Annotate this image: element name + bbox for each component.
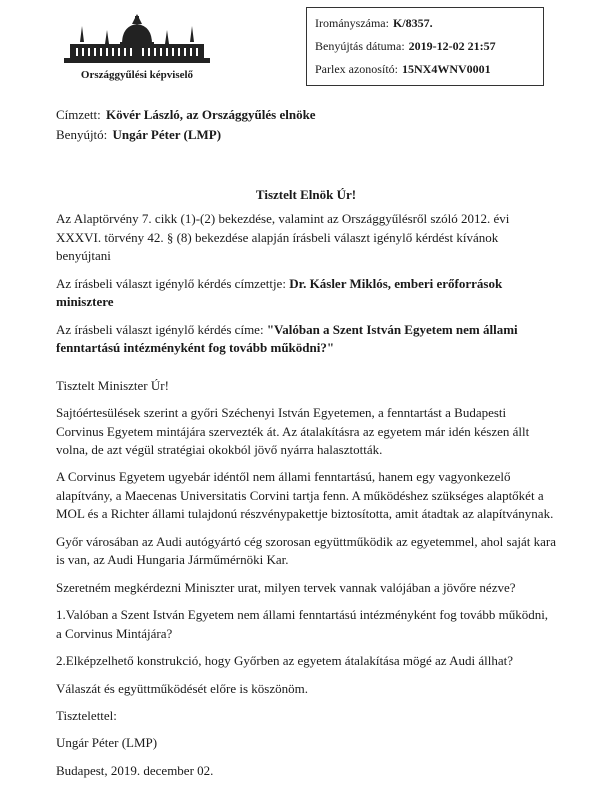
parlex-id-value: 15NX4WNV0001 — [401, 62, 491, 76]
irony-number-row — [315, 12, 535, 35]
letter-body — [56, 186, 556, 789]
minister-salutation: Tisztelt Miniszter Úr! — [56, 377, 169, 393]
irony-number-label: Irományszáma: — [315, 16, 389, 30]
addressee-line — [56, 275, 556, 312]
place-date-line: Budapest, 2019. december 02. — [56, 762, 214, 778]
submission-date-label: Benyújtás dátuma: — [315, 39, 405, 53]
paragraph-1: Sajtóértesülések szerint a győri Széchenyi István Egyetemen, a fenntartást a Budapesti Corvinus Egyetem mintájára szervezték át. Az átalakításra az egyetem már idén készen állt volna, de azt végül stratégiai okokból jövő nyárra halasztották. — [56, 405, 530, 457]
logo-caption: Országgyűlési képviselő — [80, 69, 194, 81]
parlex-id-label: Parlex azonosító: — [315, 62, 398, 76]
question-title-line — [56, 321, 556, 358]
addressee-value: Dr. Kásler Miklós, emberi erőforrások minisztere — [56, 275, 503, 310]
question-title-label: Az írásbeli választ igénylő kérdés címe: — [56, 321, 264, 337]
address-block — [56, 105, 316, 145]
thanks-line: Válaszát és együttműködését előre is köszönöm. — [56, 680, 308, 696]
question-2: 2.Elképzelhető konstrukció, hogy Győrben az egyetem átalakítása mögé az Audi állhat? — [56, 653, 514, 669]
question-title-value: "Valóban a Szent István Egyetem nem állami fenntartású intézményként fog tovább működni?" — [56, 321, 518, 356]
paragraph-4: Szeretném megkérdezni Miniszter urat, milyen tervek vannak valójában a jövőre nézve? — [56, 579, 516, 595]
intro-paragraph: Az Alaptörvény 7. cikk (1)-(2) bekezdése, valamint az Országgyűlésről szóló 2012. évi XXXVI. törvény 42. § (8) bekezdése alapján írásbeli választ igénylő kérdést kívánok benyújtani — [56, 211, 510, 264]
submission-date-value: 2019-12-02 21:57 — [408, 39, 496, 53]
question-1: 1.Valóban a Szent István Egyetem nem állami fenntartású intézményként fog tovább működni, a Corvinus Mintájára? — [56, 607, 549, 641]
addressee-label: Az írásbeli választ igénylő kérdés címzettje: — [56, 275, 286, 291]
recipient-value: Kövér László, az Országgyűlés elnöke — [106, 107, 316, 122]
irony-number-value: K/8357. — [392, 16, 433, 30]
paragraph-3: Győr városában az Audi autógyártó cég szorosan együttműködik az egyetemmel, ahol saját kara is van, az Audi Hungaria Járműmérnöki Kar. — [56, 533, 556, 568]
submission-date-row — [315, 35, 535, 58]
recipient-label: Címzett: — [56, 107, 101, 122]
parliament-logo — [62, 14, 212, 84]
speaker-salutation: Tisztelt Elnök Úr! — [255, 187, 357, 202]
submitter-line — [56, 125, 316, 145]
submitter-label: Benyújtó: — [56, 127, 108, 142]
recipient-line — [56, 105, 316, 125]
closing-line: Tisztelettel: — [56, 707, 117, 723]
submitter-value: Ungár Péter (LMP) — [112, 127, 222, 142]
parlex-id-row — [315, 58, 535, 81]
signature-line: Ungár Péter (LMP) — [56, 735, 158, 751]
parliament-building-icon — [62, 14, 212, 66]
paragraph-2: A Corvinus Egyetem ugyebár idéntől nem állami fenntartású, hanem egy vagyonkezelő alapítvány, a Maecenas Universitatis Corvini tartja fenn. A működéshez szükséges alaptőkét a MOL és a Richter állami tulajdonú részvénypakettje biztosította, amit átadtak az alapítványnak. — [56, 469, 554, 522]
registration-box — [306, 7, 544, 86]
